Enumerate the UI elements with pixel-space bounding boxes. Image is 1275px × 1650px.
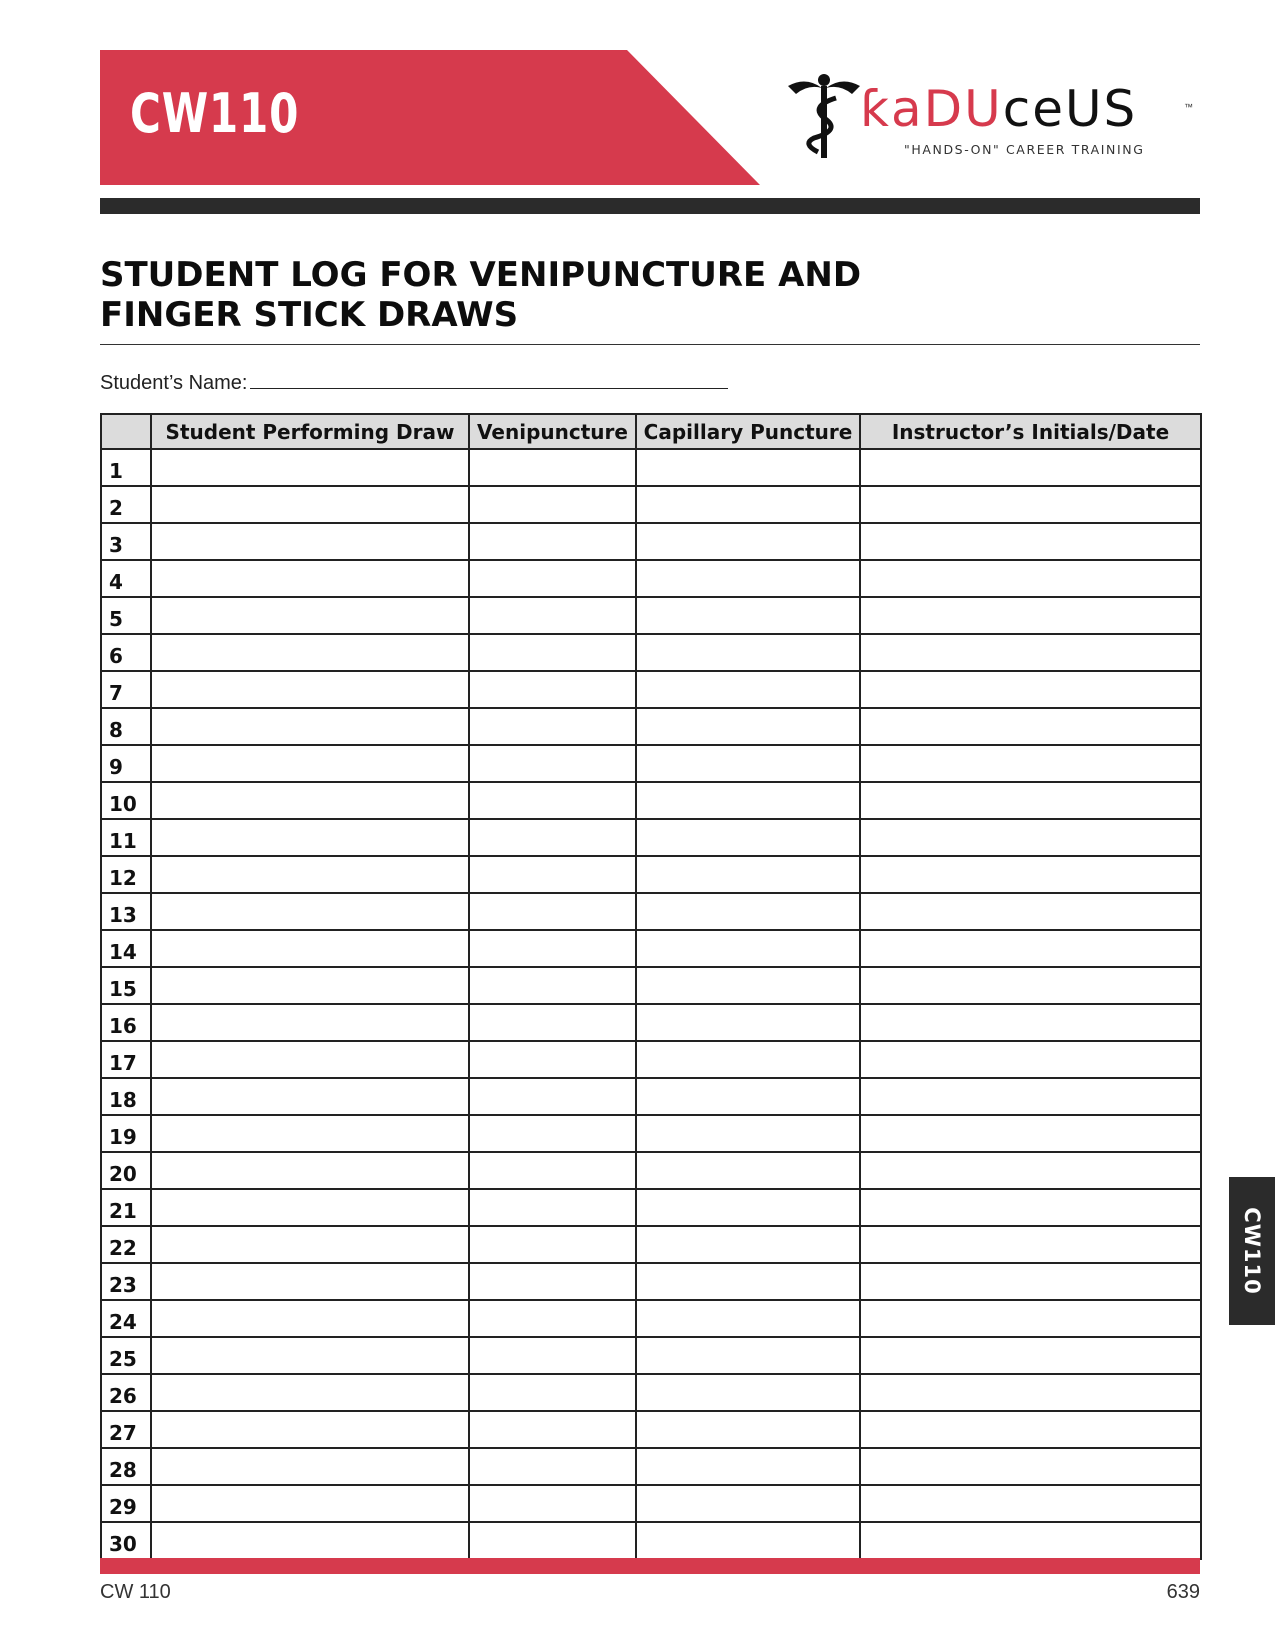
instructor-initials-date-cell[interactable] [860, 560, 1201, 597]
table-row [101, 1226, 1201, 1263]
capillary-puncture-cell[interactable] [636, 930, 860, 967]
instructor-initials-date-cell[interactable] [860, 634, 1201, 671]
student-performing-draw-cell[interactable] [151, 1226, 469, 1263]
venipuncture-cell[interactable] [469, 1411, 636, 1448]
student-performing-draw-cell[interactable] [151, 1078, 469, 1115]
instructor-initials-date-cell[interactable] [860, 708, 1201, 745]
student-name-blank[interactable] [250, 368, 728, 389]
venipuncture-cell[interactable] [469, 1189, 636, 1226]
row-number: 5 [101, 597, 151, 634]
instructor-initials-date-cell[interactable] [860, 1448, 1201, 1485]
table-row [101, 1522, 1201, 1559]
instructor-initials-date-cell[interactable] [860, 967, 1201, 1004]
row-number: 12 [101, 856, 151, 893]
venipuncture-cell[interactable] [469, 1226, 636, 1263]
venipuncture-cell[interactable] [469, 1374, 636, 1411]
student-performing-draw-cell[interactable] [151, 967, 469, 1004]
instructor-initials-date-cell[interactable] [860, 1152, 1201, 1189]
student-performing-draw-cell[interactable] [151, 1485, 469, 1522]
student-performing-draw-cell[interactable] [151, 1152, 469, 1189]
capillary-puncture-cell[interactable] [636, 819, 860, 856]
table-row [101, 1115, 1201, 1152]
instructor-initials-date-cell[interactable] [860, 1115, 1201, 1152]
student-performing-draw-cell[interactable] [151, 1522, 469, 1559]
row-number: 27 [101, 1411, 151, 1448]
row-number: 17 [101, 1041, 151, 1078]
row-number: 24 [101, 1300, 151, 1337]
capillary-puncture-cell[interactable] [636, 1374, 860, 1411]
venipuncture-cell[interactable] [469, 1337, 636, 1374]
capillary-puncture-cell[interactable] [636, 1411, 860, 1448]
student-performing-draw-cell[interactable] [151, 1004, 469, 1041]
venipuncture-cell[interactable] [469, 634, 636, 671]
row-number: 3 [101, 523, 151, 560]
instructor-initials-date-cell[interactable] [860, 523, 1201, 560]
side-tab [1229, 1177, 1275, 1325]
title-underline [100, 344, 1200, 345]
instructor-initials-date-cell[interactable] [860, 782, 1201, 819]
student-performing-draw-cell[interactable] [151, 1411, 469, 1448]
table-row [101, 486, 1201, 523]
instructor-initials-date-cell[interactable] [860, 1300, 1201, 1337]
capillary-puncture-cell[interactable] [636, 597, 860, 634]
venipuncture-cell[interactable] [469, 1448, 636, 1485]
student-performing-draw-cell[interactable] [151, 745, 469, 782]
table-row [101, 560, 1201, 597]
row-number: 10 [101, 782, 151, 819]
logo-tagline: "HANDS-ON" CAREER TRAINING [904, 142, 1145, 157]
page-number: 639 [1166, 1581, 1200, 1603]
table-row [101, 1448, 1201, 1485]
venipuncture-cell[interactable] [469, 967, 636, 1004]
footer-course: CW 110 [100, 1581, 171, 1603]
table-row [101, 1300, 1201, 1337]
instructor-initials-date-cell[interactable] [860, 930, 1201, 967]
table-row [101, 930, 1201, 967]
venipuncture-cell[interactable] [469, 745, 636, 782]
row-number: 1 [101, 449, 151, 486]
venipuncture-cell[interactable] [469, 819, 636, 856]
row-number: 6 [101, 634, 151, 671]
row-number: 11 [101, 819, 151, 856]
row-number: 4 [101, 560, 151, 597]
table-row [101, 1485, 1201, 1522]
row-number: 18 [101, 1078, 151, 1115]
student-performing-draw-cell[interactable] [151, 486, 469, 523]
venipuncture-cell[interactable] [469, 782, 636, 819]
venipuncture-cell[interactable] [469, 1115, 636, 1152]
capillary-puncture-cell[interactable] [636, 1041, 860, 1078]
row-number: 21 [101, 1189, 151, 1226]
instructor-initials-date-cell[interactable] [860, 1078, 1201, 1115]
table-row [101, 819, 1201, 856]
kaduceus-logo [786, 72, 1196, 162]
student-performing-draw-cell[interactable] [151, 1115, 469, 1152]
page-title: STUDENT LOG FOR VENIPUNCTURE AND FINGER STICK DRAWS [100, 255, 862, 335]
capillary-puncture-cell[interactable] [636, 708, 860, 745]
footer-divider [100, 1558, 1200, 1574]
table-row [101, 523, 1201, 560]
venipuncture-cell[interactable] [469, 523, 636, 560]
instructor-initials-date-cell[interactable] [860, 1004, 1201, 1041]
student-performing-draw-cell[interactable] [151, 782, 469, 819]
venipuncture-header: Venipuncture [469, 414, 636, 449]
student-performing-draw-cell[interactable] [151, 1374, 469, 1411]
row-number: 29 [101, 1485, 151, 1522]
venipuncture-cell[interactable] [469, 1485, 636, 1522]
table-row [101, 634, 1201, 671]
instructor-initials-date-cell[interactable] [860, 597, 1201, 634]
course-code: CW110 [130, 82, 300, 145]
table-row [101, 1337, 1201, 1374]
table-row [101, 597, 1201, 634]
capillary-puncture-cell[interactable] [636, 1226, 860, 1263]
row-number: 14 [101, 930, 151, 967]
table-row [101, 449, 1201, 486]
instructor-initials-date-cell[interactable] [860, 1041, 1201, 1078]
table-header-row [101, 414, 1201, 449]
table-row [101, 1078, 1201, 1115]
capillary-puncture-cell[interactable] [636, 523, 860, 560]
row-number: 2 [101, 486, 151, 523]
venipuncture-cell[interactable] [469, 930, 636, 967]
table-row [101, 1411, 1201, 1448]
student-performing-draw-cell[interactable] [151, 1189, 469, 1226]
capillary-puncture-cell[interactable] [636, 1263, 860, 1300]
instructor-initials-date-cell[interactable] [860, 1485, 1201, 1522]
row-number: 9 [101, 745, 151, 782]
capillary-puncture-cell[interactable] [636, 1485, 860, 1522]
student-performing-draw-cell[interactable] [151, 634, 469, 671]
row-number: 15 [101, 967, 151, 1004]
venipuncture-cell[interactable] [469, 1300, 636, 1337]
capillary-puncture-header: Capillary Puncture [636, 414, 860, 449]
capillary-puncture-cell[interactable] [636, 449, 860, 486]
venipuncture-cell[interactable] [469, 449, 636, 486]
instructor-initials-date-cell[interactable] [860, 745, 1201, 782]
capillary-puncture-cell[interactable] [636, 486, 860, 523]
capillary-puncture-cell[interactable] [636, 1300, 860, 1337]
instructor-initials-date-cell[interactable] [860, 1337, 1201, 1374]
venipuncture-cell[interactable] [469, 893, 636, 930]
capillary-puncture-cell[interactable] [636, 634, 860, 671]
row-number: 8 [101, 708, 151, 745]
instructor-initials-date-cell[interactable] [860, 486, 1201, 523]
student-performing-draw-cell[interactable] [151, 597, 469, 634]
caduceus-icon [786, 72, 862, 162]
student-log-table [100, 413, 1202, 1560]
table-row [101, 967, 1201, 1004]
student-performing-draw-cell[interactable] [151, 1337, 469, 1374]
table-row [101, 893, 1201, 930]
venipuncture-cell[interactable] [469, 560, 636, 597]
side-tab-label: CW110 [1240, 1207, 1264, 1295]
venipuncture-cell[interactable] [469, 1078, 636, 1115]
table-row [101, 1189, 1201, 1226]
header-divider [100, 198, 1200, 214]
logo-trademark: ™ [1184, 102, 1193, 112]
venipuncture-cell[interactable] [469, 1004, 636, 1041]
table-row [101, 708, 1201, 745]
capillary-puncture-cell[interactable] [636, 1189, 860, 1226]
student-performing-draw-cell[interactable] [151, 560, 469, 597]
capillary-puncture-cell[interactable] [636, 671, 860, 708]
student-performing-draw-cell[interactable] [151, 819, 469, 856]
venipuncture-cell[interactable] [469, 1522, 636, 1559]
venipuncture-cell[interactable] [469, 597, 636, 634]
row-number: 23 [101, 1263, 151, 1300]
row-number: 19 [101, 1115, 151, 1152]
student-name-label: Student’s Name: [100, 372, 248, 394]
table-row [101, 1152, 1201, 1189]
instructor-initials-date-cell[interactable] [860, 1189, 1201, 1226]
capillary-puncture-cell[interactable] [636, 1152, 860, 1189]
student-performing-draw-cell[interactable] [151, 671, 469, 708]
venipuncture-cell[interactable] [469, 671, 636, 708]
student-performing-draw-header: Student Performing Draw [151, 414, 469, 449]
row-number: 20 [101, 1152, 151, 1189]
logo-wordmark: ƙaDUceUS [860, 80, 1138, 138]
instructor-initials-date-cell[interactable] [860, 671, 1201, 708]
capillary-puncture-cell[interactable] [636, 1115, 860, 1152]
capillary-puncture-cell[interactable] [636, 893, 860, 930]
row-number: 7 [101, 671, 151, 708]
capillary-puncture-cell[interactable] [636, 1522, 860, 1559]
instructor-initials-date-cell[interactable] [860, 1263, 1201, 1300]
capillary-puncture-cell[interactable] [636, 745, 860, 782]
capillary-puncture-cell[interactable] [636, 1337, 860, 1374]
capillary-puncture-cell[interactable] [636, 560, 860, 597]
venipuncture-cell[interactable] [469, 1263, 636, 1300]
student-performing-draw-cell[interactable] [151, 893, 469, 930]
instructor-initials-date-cell[interactable] [860, 449, 1201, 486]
instructor-initials-date-cell[interactable] [860, 1411, 1201, 1448]
student-performing-draw-cell[interactable] [151, 523, 469, 560]
capillary-puncture-cell[interactable] [636, 782, 860, 819]
instructor-initials-date-cell[interactable] [860, 856, 1201, 893]
capillary-puncture-cell[interactable] [636, 1004, 860, 1041]
row-number: 13 [101, 893, 151, 930]
instructor-initials-date-cell[interactable] [860, 1522, 1201, 1559]
row-number: 16 [101, 1004, 151, 1041]
venipuncture-cell[interactable] [469, 486, 636, 523]
student-performing-draw-cell[interactable] [151, 930, 469, 967]
venipuncture-cell[interactable] [469, 856, 636, 893]
row-number: 28 [101, 1448, 151, 1485]
student-performing-draw-cell[interactable] [151, 708, 469, 745]
row-number: 30 [101, 1522, 151, 1559]
student-performing-draw-cell[interactable] [151, 1300, 469, 1337]
capillary-puncture-cell[interactable] [636, 967, 860, 1004]
row-number: 25 [101, 1337, 151, 1374]
table-row [101, 1041, 1201, 1078]
instructor-initials-date-cell[interactable] [860, 1374, 1201, 1411]
table-row [101, 1263, 1201, 1300]
student-performing-draw-cell[interactable] [151, 1263, 469, 1300]
student-performing-draw-cell[interactable] [151, 449, 469, 486]
row-number: 26 [101, 1374, 151, 1411]
venipuncture-cell[interactable] [469, 1041, 636, 1078]
student-performing-draw-cell[interactable] [151, 856, 469, 893]
capillary-puncture-cell[interactable] [636, 856, 860, 893]
student-performing-draw-cell[interactable] [151, 1041, 469, 1078]
capillary-puncture-cell[interactable] [636, 1448, 860, 1485]
table-row [101, 782, 1201, 819]
instructor-initials-date-header: Instructor’s Initials/Date [860, 414, 1201, 449]
table-row [101, 745, 1201, 782]
table-row [101, 671, 1201, 708]
venipuncture-cell[interactable] [469, 708, 636, 745]
instructor-initials-date-cell[interactable] [860, 893, 1201, 930]
student-name-field[interactable] [100, 368, 728, 395]
table-row [101, 856, 1201, 893]
row-number-header [101, 414, 151, 449]
instructor-initials-date-cell[interactable] [860, 819, 1201, 856]
table-row [101, 1004, 1201, 1041]
capillary-puncture-cell[interactable] [636, 1078, 860, 1115]
venipuncture-cell[interactable] [469, 1152, 636, 1189]
row-number: 22 [101, 1226, 151, 1263]
instructor-initials-date-cell[interactable] [860, 1226, 1201, 1263]
student-performing-draw-cell[interactable] [151, 1448, 469, 1485]
table-row [101, 1374, 1201, 1411]
